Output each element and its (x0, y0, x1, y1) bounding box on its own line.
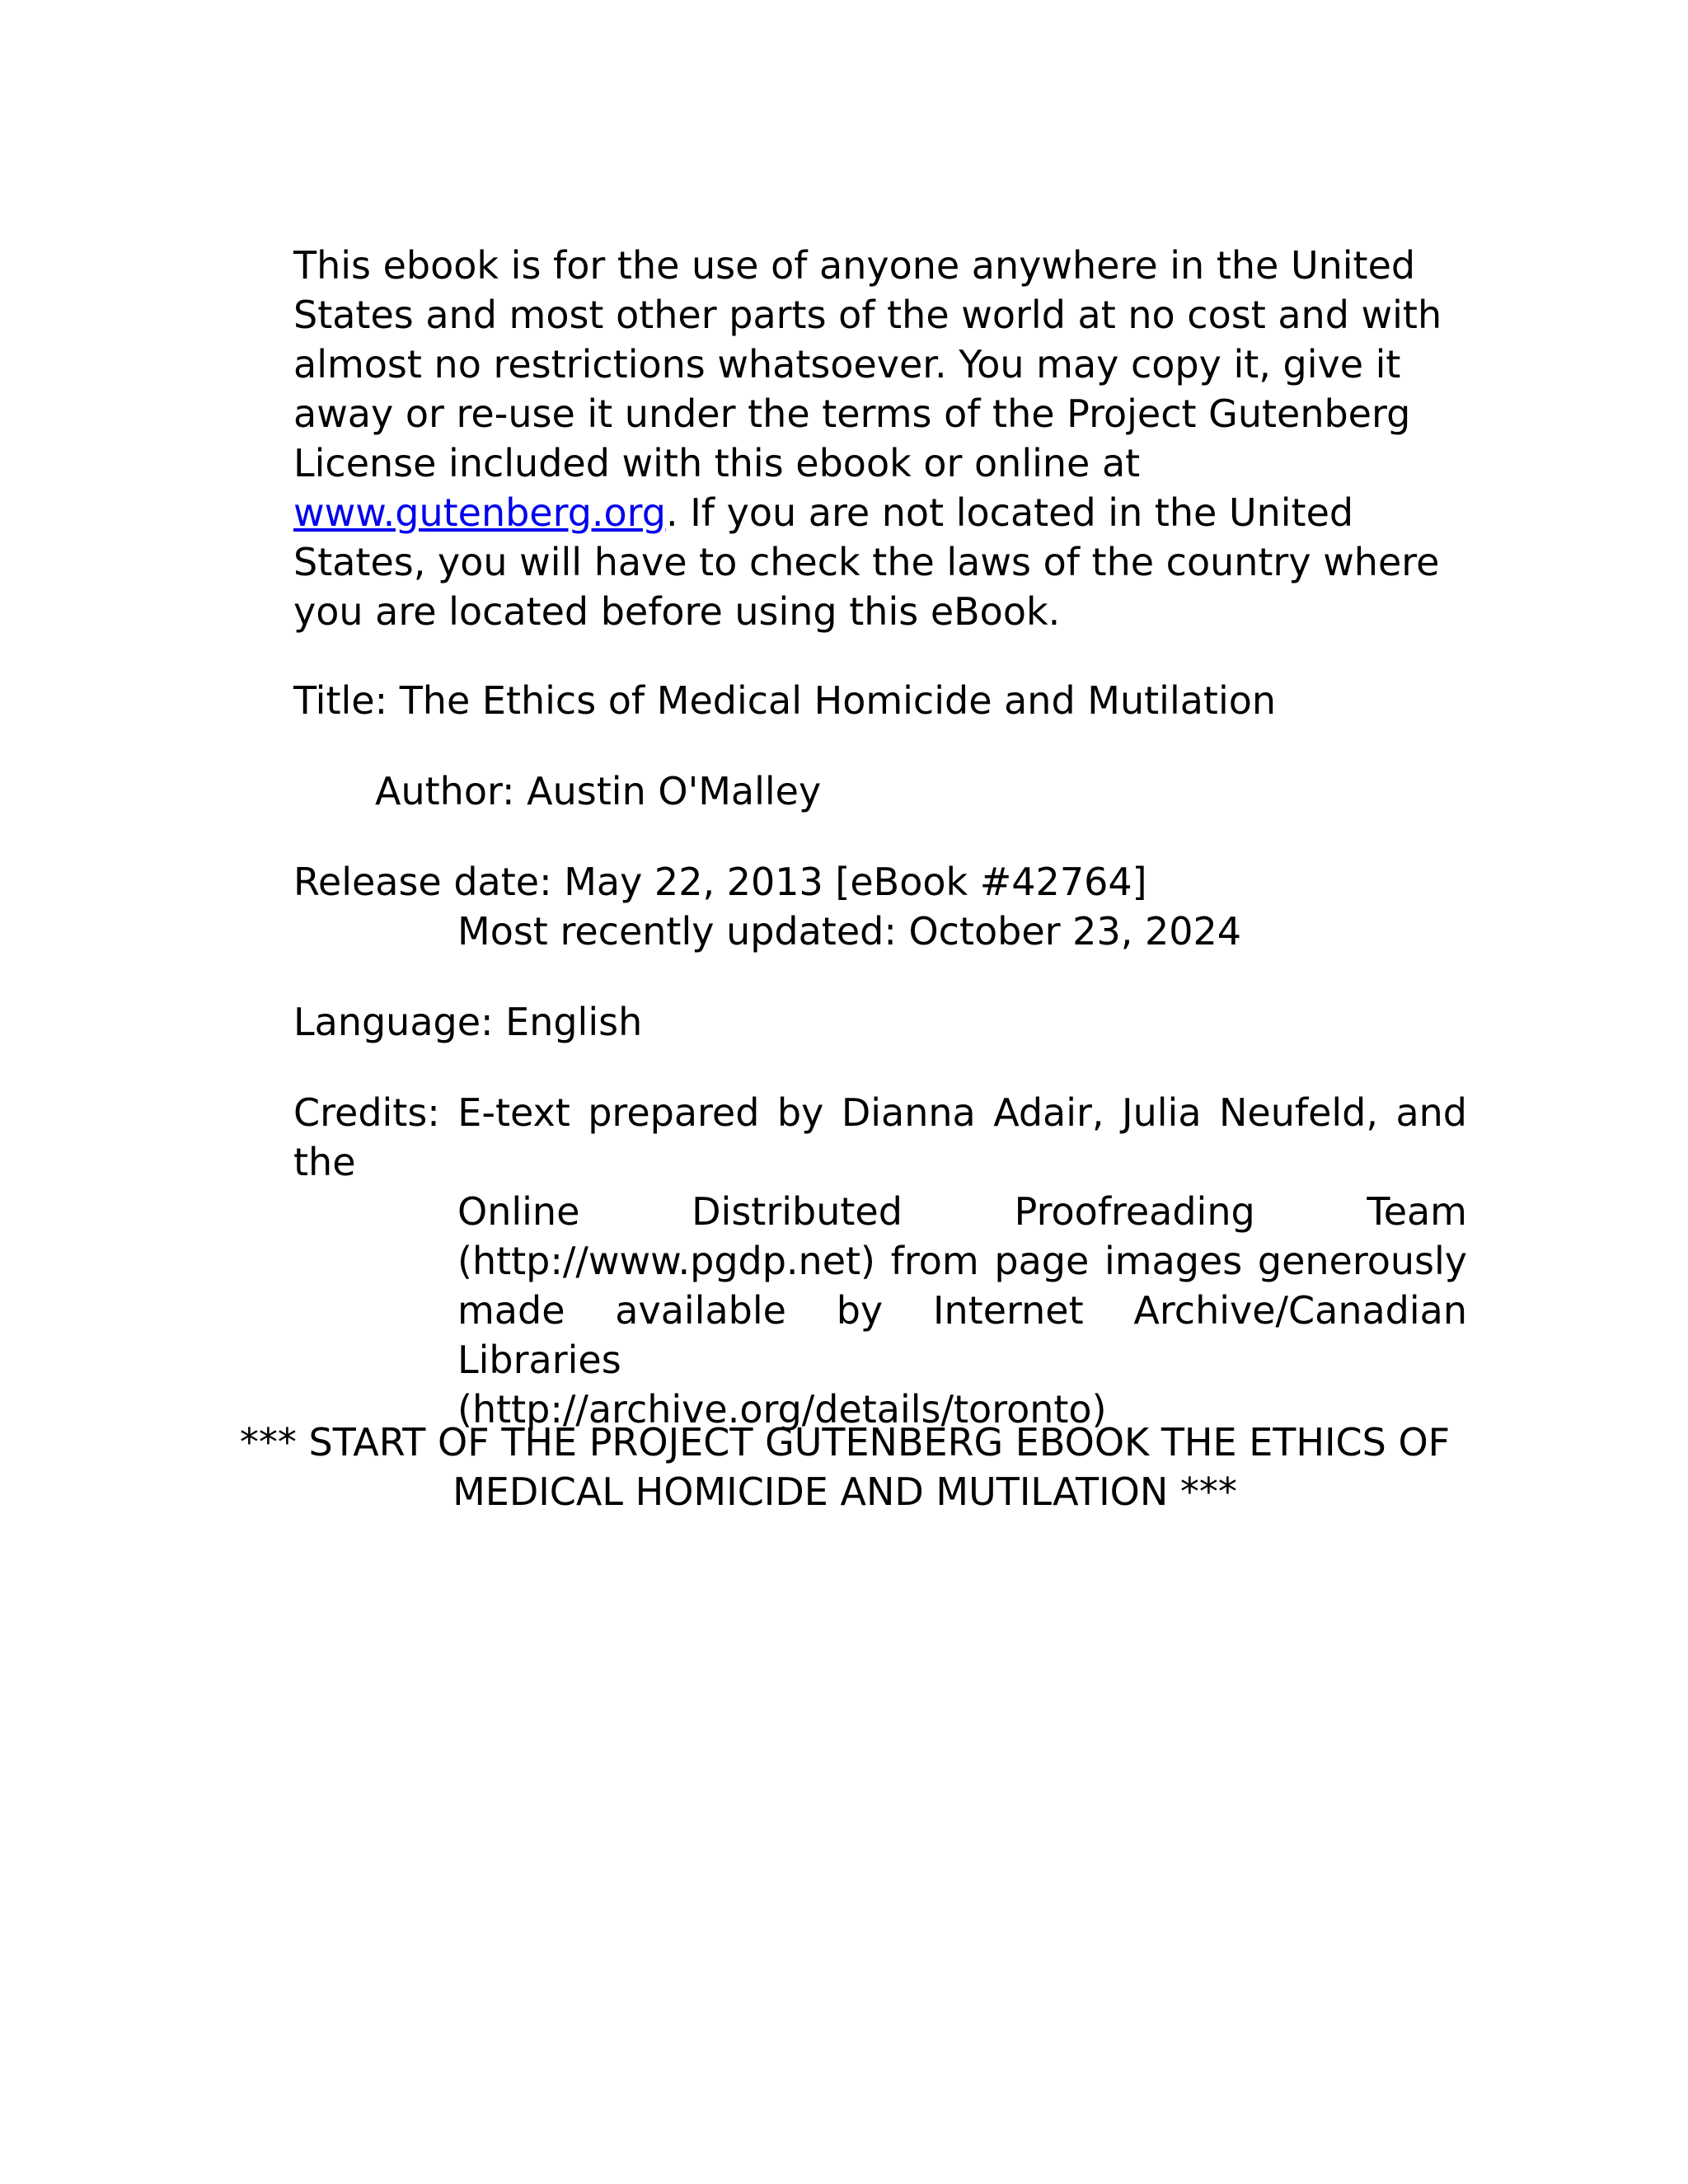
book-title: Title: The Ethics of Medical Homicide and Mutilation (293, 678, 1277, 723)
credits-line: (http://www.pgdp.net) from page images generously (457, 1239, 1467, 1283)
credits-line: (http://archive.org/details/toronto) (457, 1387, 1107, 1432)
updated-date: Most recently updated: October 23, 2024 (457, 909, 1242, 954)
credits-block (293, 1088, 1467, 1434)
book-author: Author: Austin O'Malley (375, 769, 822, 813)
start-of-ebook-banner (214, 1418, 1475, 1516)
release-date: Release date: May 22, 2013 [eBook #42764] (293, 860, 1147, 904)
credits-line: Online Distributed Proofreading Team (457, 1189, 1467, 1234)
gutenberg-link[interactable]: www.gutenberg.org (293, 490, 666, 535)
start-banner-line: MEDICAL HOMICIDE AND MUTILATION *** (452, 1469, 1237, 1514)
intro-paragraph (293, 241, 1480, 636)
intro-text-after-link: . If you are not located in the United States, you will have to check the laws of the country where you are located before using this eBook. (293, 490, 1440, 634)
intro-text-before-link: This ebook is for the use of anyone anywhere in the United States and most other parts of the world at no cost and with almost no restrictions whatsoever. You may copy it, give it away or re-use it under the terms of the Project Gutenberg License included with this ebook or online at (293, 243, 1442, 485)
credits-line: Credits: E-text prepared by Dianna Adair, Julia Neufeld, and the (293, 1090, 1467, 1184)
credits-line: made available by Internet Archive/Canadian Libraries (457, 1288, 1467, 1382)
start-banner-line: *** START OF THE PROJECT GUTENBERG EBOOK THE ETHICS OF (239, 1420, 1451, 1465)
book-language: Language: English (293, 1000, 643, 1044)
credits-continuation (457, 1187, 1467, 1434)
